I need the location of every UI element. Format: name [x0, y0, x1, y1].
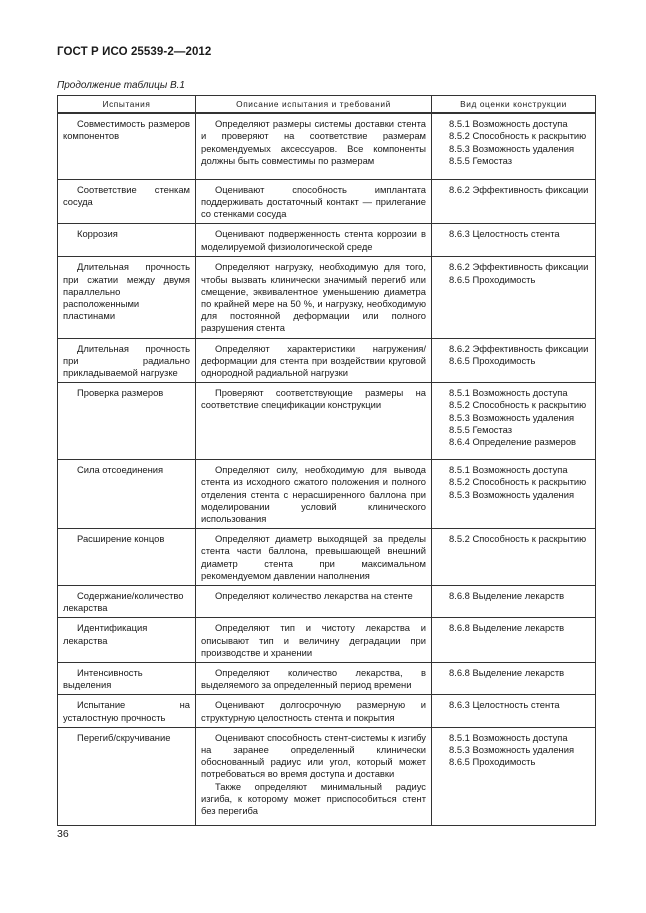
assessment-cell	[432, 383, 596, 460]
test-name-cell: Содержание/количество лекарства	[58, 585, 196, 617]
assessment-item: 8.5.3 Возможность удаления	[449, 488, 575, 500]
assessment-item: 8.6.4 Определение размеров	[449, 435, 577, 447]
test-name-cell: Коррозия	[58, 224, 196, 257]
table-row	[58, 224, 596, 257]
assessment-item: 8.6.8 Выделение лекарств	[449, 666, 565, 678]
description-text: Определяют нагрузку, необходимую для того, чтобы вызвать клинически значимый перегиб или смещение, эквивалентное уменьшению диаметра по крайней мере на 50 %, и нагрузку, необходимую для постоянной деформации или полного разрушения стента	[201, 261, 426, 334]
assessment-cell	[432, 224, 596, 257]
assessment-cell	[432, 727, 596, 825]
table-row	[58, 338, 596, 383]
test-description-cell	[196, 383, 432, 460]
test-name-cell: Соответствие стенкам сосуда	[58, 179, 196, 224]
test-name-cell: Перегиб/скручивание	[58, 727, 196, 825]
assessment-cell	[432, 113, 596, 179]
test-name-cell: Совместимость размеров компонентов	[58, 113, 196, 179]
assessment-cell	[432, 585, 596, 617]
page-number: 36	[57, 828, 69, 840]
description-text: Оценивают способность имплантата поддерживать достаточный контакт — прилегание со стенками сосуда	[201, 183, 426, 220]
table-row	[58, 727, 596, 825]
table-row	[58, 585, 596, 617]
assessment-item: 8.6.3 Целостность стента	[449, 699, 560, 711]
assessment-cell	[432, 257, 596, 338]
assessment-cell	[432, 338, 596, 383]
test-name-cell: Сила отсоединения	[58, 460, 196, 529]
assessment-item: 8.6.5 Проходимость	[449, 273, 536, 285]
assessment-table	[57, 95, 596, 826]
description-text: Оценивают долгосрочную размерную и структурную целостность стента и покрытия	[201, 699, 426, 723]
table-row	[58, 383, 596, 460]
assessment-cell	[432, 618, 596, 663]
test-description-cell	[196, 113, 432, 179]
assessment-item: 8.5.1 Возможность доступа	[449, 464, 568, 476]
test-description-cell	[196, 224, 432, 257]
assessment-item: 8.5.1 Возможность доступа	[449, 118, 568, 130]
document-header: ГОСТ Р ИСО 25539-2—2012	[57, 46, 212, 58]
description-text: Определяют диаметр выходящей за пределы стента части баллона, превышающей внешний диаметр стента при максимальном рекомендуемом давлении наполнения	[201, 533, 426, 581]
assessment-item: 8.5.3 Возможность удаления	[449, 411, 575, 423]
description-text: Определяют характеристики нагружения/деформации для стента при воздействии круговой однородной радиальной нагрузки	[201, 342, 426, 378]
description-text: Оценивают способность стент-системы к изгибу на заранее определенный клинически обоснованный радиус или угол, который может потребоваться во время доступа и доставки	[201, 731, 426, 780]
description-text: Определяют тип и чистоту лекарства и описывают тип и величину деградации при производстве и хранении	[201, 622, 426, 658]
table-row	[58, 179, 596, 224]
assessment-item: 8.6.3 Целостность стента	[449, 228, 560, 240]
table-row	[58, 113, 596, 179]
description-extra-text: Также определяют минимальный радиус изгиба, к которому может приспособиться стент без перегиба	[201, 780, 426, 817]
table-row	[58, 695, 596, 727]
assessment-item: 8.5.1 Возможность доступа	[449, 387, 568, 399]
assessment-item: 8.5.2 Способность к раскрытию	[449, 130, 587, 142]
test-description-cell	[196, 179, 432, 224]
assessment-item: 8.5.2 Способность к раскрытию	[449, 533, 587, 545]
test-name-cell: Длительная прочность при сжатии между двумя параллельно расположенными пластинами	[58, 257, 196, 338]
assessment-item: 8.5.5 Гемостаз	[449, 154, 513, 166]
test-description-cell	[196, 695, 432, 727]
column-header-description: Описание испытания и требований	[196, 96, 432, 114]
test-name-cell: Идентификация лекарства	[58, 618, 196, 663]
test-name-cell: Проверка размеров	[58, 383, 196, 460]
assessment-item: 8.6.5 Проходимость	[449, 756, 536, 768]
assessment-item: 8.6.5 Проходимость	[449, 354, 536, 366]
description-text: Определяют количество лекарства на стенте	[215, 589, 413, 601]
assessment-cell	[432, 529, 596, 586]
test-description-cell	[196, 618, 432, 663]
assessment-item: 8.6.2 Эффективность фиксации	[449, 342, 589, 354]
test-description-cell	[196, 529, 432, 586]
table-row	[58, 460, 596, 529]
assessment-item: 8.5.1 Возможность доступа	[449, 731, 568, 743]
assessment-item: 8.5.5 Гемостаз	[449, 423, 513, 435]
column-header-tests: Испытания	[58, 96, 196, 114]
description-text: Определяют размеры системы доставки стента и проверяют на соответствие размерам рекомендуемых аксессуаров. Все компоненты должны быть совместимы по размерам	[201, 118, 426, 166]
assessment-cell	[432, 179, 596, 224]
column-header-assessment: Вид оценки конструкции	[432, 96, 596, 114]
table-row	[58, 529, 596, 586]
assessment-cell	[432, 695, 596, 727]
assessment-item: 8.5.2 Способность к раскрытию	[449, 476, 587, 488]
table-row	[58, 618, 596, 663]
test-name-cell: Расширение концов	[58, 529, 196, 586]
table-row	[58, 662, 596, 694]
test-description-cell	[196, 727, 432, 825]
description-text: Проверяют соответствующие размеры на соответствие спецификации конструкции	[201, 387, 426, 411]
table-caption: Продолжение таблицы В.1	[57, 80, 185, 91]
table-body	[58, 113, 596, 825]
test-description-cell	[196, 460, 432, 529]
assessment-cell	[432, 662, 596, 694]
test-name-cell: Интенсивность выделения	[58, 662, 196, 694]
test-name-cell: Длительная прочность при радиально прикладываемой нагрузке	[58, 338, 196, 383]
test-description-cell	[196, 257, 432, 338]
test-description-cell	[196, 585, 432, 617]
test-name-cell: Испытание на усталостную прочность	[58, 695, 196, 727]
description-text: Оценивают подверженность стента коррозии в моделируемой физиологической среде	[201, 228, 426, 252]
assessment-item: 8.6.2 Эффективность фиксации	[449, 261, 589, 273]
assessment-item: 8.6.2 Эффективность фиксации	[449, 183, 589, 195]
assessment-item: 8.5.2 Способность к раскрытию	[449, 399, 587, 411]
table-row	[58, 257, 596, 338]
assessment-item: 8.6.8 Выделение лекарств	[449, 622, 565, 634]
assessment-item: 8.6.8 Выделение лекарств	[449, 589, 565, 601]
assessment-item: 8.5.3 Возможность удаления	[449, 744, 575, 755]
assessment-cell	[432, 460, 596, 529]
assessment-item: 8.5.3 Возможность удаления	[449, 142, 575, 154]
description-text: Определяют силу, необходимую для вывода стента из исходного сжатого положения и полного отделения стента с нерасширенного баллона при моделировании условий клинического использования	[201, 464, 426, 524]
test-description-cell	[196, 662, 432, 694]
description-text: Определяют количество лекарства, в выделяемого за определенный период времени	[201, 666, 426, 691]
test-description-cell	[196, 338, 432, 383]
table-header-row	[58, 96, 596, 114]
